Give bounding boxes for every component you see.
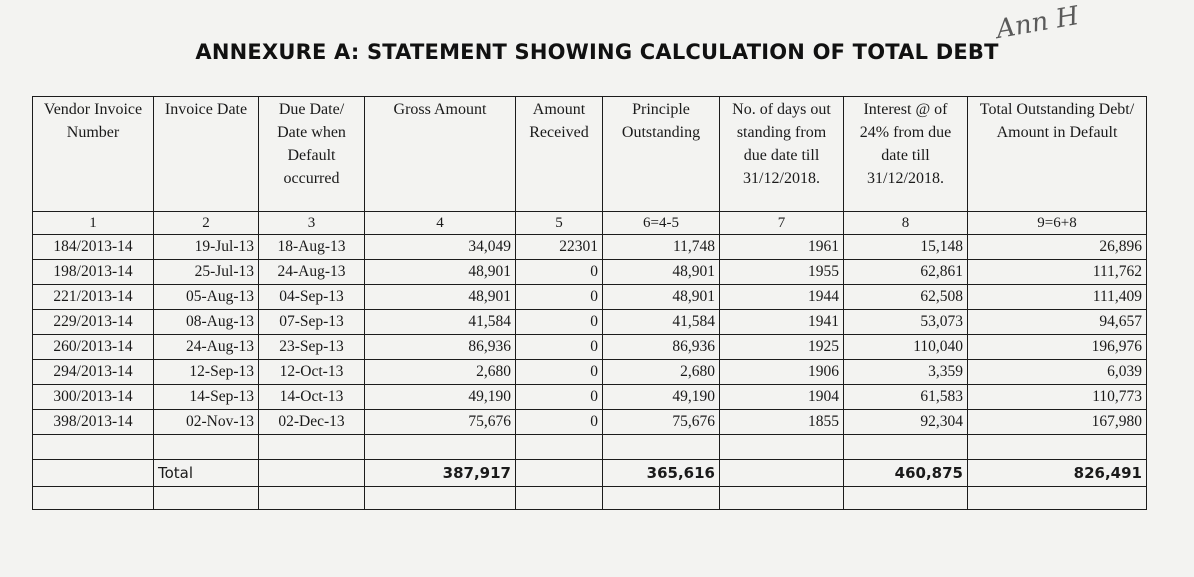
handwritten-note: Ann H xyxy=(994,1,1082,45)
cell-vendor-invoice-number: 198/2013-14 xyxy=(33,260,154,285)
col-number: 9=6+8 xyxy=(968,212,1147,235)
total-outstanding: 826,491 xyxy=(968,460,1147,487)
cell-invoice-date: 08-Aug-13 xyxy=(154,310,259,335)
cell-amount-received: 22301 xyxy=(516,235,603,260)
cell-principle-outstanding: 75,676 xyxy=(603,410,720,435)
cell-total-outstanding: 111,762 xyxy=(968,260,1147,285)
cell-due-date: 04-Sep-13 xyxy=(259,285,365,310)
cell-gross-amount: 34,049 xyxy=(365,235,516,260)
cell-total-outstanding: 94,657 xyxy=(968,310,1147,335)
cell-amount-received: 0 xyxy=(516,260,603,285)
cell-interest: 92,304 xyxy=(844,410,968,435)
table-row xyxy=(33,360,1147,385)
blank-row xyxy=(33,435,1147,460)
cell-gross-amount: 49,190 xyxy=(365,385,516,410)
cell-interest: 15,148 xyxy=(844,235,968,260)
col-header-amount-received: Amount Received xyxy=(516,97,603,212)
cell-invoice-date: 02-Nov-13 xyxy=(154,410,259,435)
cell-due-date: 12-Oct-13 xyxy=(259,360,365,385)
cell-due-date: 24-Aug-13 xyxy=(259,260,365,285)
cell-principle-outstanding: 41,584 xyxy=(603,310,720,335)
cell-principle-outstanding: 2,680 xyxy=(603,360,720,385)
col-number: 1 xyxy=(33,212,154,235)
col-header-vendor-invoice-number: Vendor Invoice Number xyxy=(33,97,154,212)
cell-gross-amount: 48,901 xyxy=(365,285,516,310)
cell-due-date: 23-Sep-13 xyxy=(259,335,365,360)
cell-amount-received: 0 xyxy=(516,285,603,310)
col-number: 5 xyxy=(516,212,603,235)
cell-due-date: 02-Dec-13 xyxy=(259,410,365,435)
table-row xyxy=(33,310,1147,335)
col-number: 2 xyxy=(154,212,259,235)
cell-total-outstanding: 6,039 xyxy=(968,360,1147,385)
cell-days-outstanding: 1855 xyxy=(720,410,844,435)
cell-principle-outstanding: 48,901 xyxy=(603,285,720,310)
cell-vendor-invoice-number: 260/2013-14 xyxy=(33,335,154,360)
col-header-due-date: Due Date/ Date when Default occurred xyxy=(259,97,365,212)
cell-principle-outstanding: 49,190 xyxy=(603,385,720,410)
cell-days-outstanding: 1955 xyxy=(720,260,844,285)
cell-gross-amount: 75,676 xyxy=(365,410,516,435)
cell-days-outstanding: 1944 xyxy=(720,285,844,310)
cell-amount-received: 0 xyxy=(516,410,603,435)
cell-days-outstanding: 1904 xyxy=(720,385,844,410)
total-label: Total xyxy=(154,460,259,487)
col-header-days-outstanding: No. of days out standing from due date till 31/12/2018. xyxy=(720,97,844,212)
col-number: 3 xyxy=(259,212,365,235)
cell-vendor-invoice-number: 221/2013-14 xyxy=(33,285,154,310)
table-row xyxy=(33,260,1147,285)
cell-total-outstanding: 26,896 xyxy=(968,235,1147,260)
table-row xyxy=(33,410,1147,435)
cell-interest: 61,583 xyxy=(844,385,968,410)
col-header-principle-outstanding: Principle Outstanding xyxy=(603,97,720,212)
table-row xyxy=(33,335,1147,360)
cell-invoice-date: 12-Sep-13 xyxy=(154,360,259,385)
cell-amount-received: 0 xyxy=(516,360,603,385)
col-header-gross-amount: Gross Amount xyxy=(365,97,516,212)
cell-amount-received: 0 xyxy=(516,335,603,360)
cell-interest: 62,508 xyxy=(844,285,968,310)
cell-days-outstanding: 1925 xyxy=(720,335,844,360)
cell-invoice-date: 14-Sep-13 xyxy=(154,385,259,410)
cell-days-outstanding: 1961 xyxy=(720,235,844,260)
cell-invoice-date: 19-Jul-13 xyxy=(154,235,259,260)
cell-total-outstanding: 111,409 xyxy=(968,285,1147,310)
col-number: 8 xyxy=(844,212,968,235)
cell-amount-received: 0 xyxy=(516,310,603,335)
cell-interest: 110,040 xyxy=(844,335,968,360)
cell-invoice-date: 05-Aug-13 xyxy=(154,285,259,310)
cell-principle-outstanding: 11,748 xyxy=(603,235,720,260)
cell-principle-outstanding: 48,901 xyxy=(603,260,720,285)
cell-due-date: 07-Sep-13 xyxy=(259,310,365,335)
cell-days-outstanding: 1941 xyxy=(720,310,844,335)
cell-due-date: 18-Aug-13 xyxy=(259,235,365,260)
total-row xyxy=(33,460,1147,487)
col-number: 6=4-5 xyxy=(603,212,720,235)
header-row xyxy=(33,97,1147,212)
cell-days-outstanding: 1906 xyxy=(720,360,844,385)
cell-gross-amount: 2,680 xyxy=(365,360,516,385)
blank-row xyxy=(33,487,1147,510)
table-row xyxy=(33,235,1147,260)
col-header-interest: Interest @ of 24% from due date till 31/12/2018. xyxy=(844,97,968,212)
cell-gross-amount: 86,936 xyxy=(365,335,516,360)
table-row xyxy=(33,285,1147,310)
cell-interest: 62,861 xyxy=(844,260,968,285)
page-title: ANNEXURE A: STATEMENT SHOWING CALCULATION OF TOTAL DEBT xyxy=(195,40,999,64)
col-header-total-outstanding: Total Outstanding Debt/ Amount in Default xyxy=(968,97,1147,212)
cell-vendor-invoice-number: 300/2013-14 xyxy=(33,385,154,410)
cell-interest: 53,073 xyxy=(844,310,968,335)
cell-total-outstanding: 167,980 xyxy=(968,410,1147,435)
cell-amount-received: 0 xyxy=(516,385,603,410)
col-header-invoice-date: Invoice Date xyxy=(154,97,259,212)
cell-vendor-invoice-number: 398/2013-14 xyxy=(33,410,154,435)
cell-vendor-invoice-number: 294/2013-14 xyxy=(33,360,154,385)
cell-total-outstanding: 196,976 xyxy=(968,335,1147,360)
cell-gross-amount: 48,901 xyxy=(365,260,516,285)
cell-invoice-date: 24-Aug-13 xyxy=(154,335,259,360)
cell-vendor-invoice-number: 229/2013-14 xyxy=(33,310,154,335)
total-gross-amount: 387,917 xyxy=(365,460,516,487)
cell-gross-amount: 41,584 xyxy=(365,310,516,335)
table-row xyxy=(33,385,1147,410)
debt-table xyxy=(32,96,1147,510)
cell-invoice-date: 25-Jul-13 xyxy=(154,260,259,285)
col-number: 4 xyxy=(365,212,516,235)
cell-due-date: 14-Oct-13 xyxy=(259,385,365,410)
total-principle-outstanding: 365,616 xyxy=(603,460,720,487)
cell-total-outstanding: 110,773 xyxy=(968,385,1147,410)
cell-vendor-invoice-number: 184/2013-14 xyxy=(33,235,154,260)
cell-interest: 3,359 xyxy=(844,360,968,385)
column-number-row xyxy=(33,212,1147,235)
col-number: 7 xyxy=(720,212,844,235)
cell-principle-outstanding: 86,936 xyxy=(603,335,720,360)
total-interest: 460,875 xyxy=(844,460,968,487)
